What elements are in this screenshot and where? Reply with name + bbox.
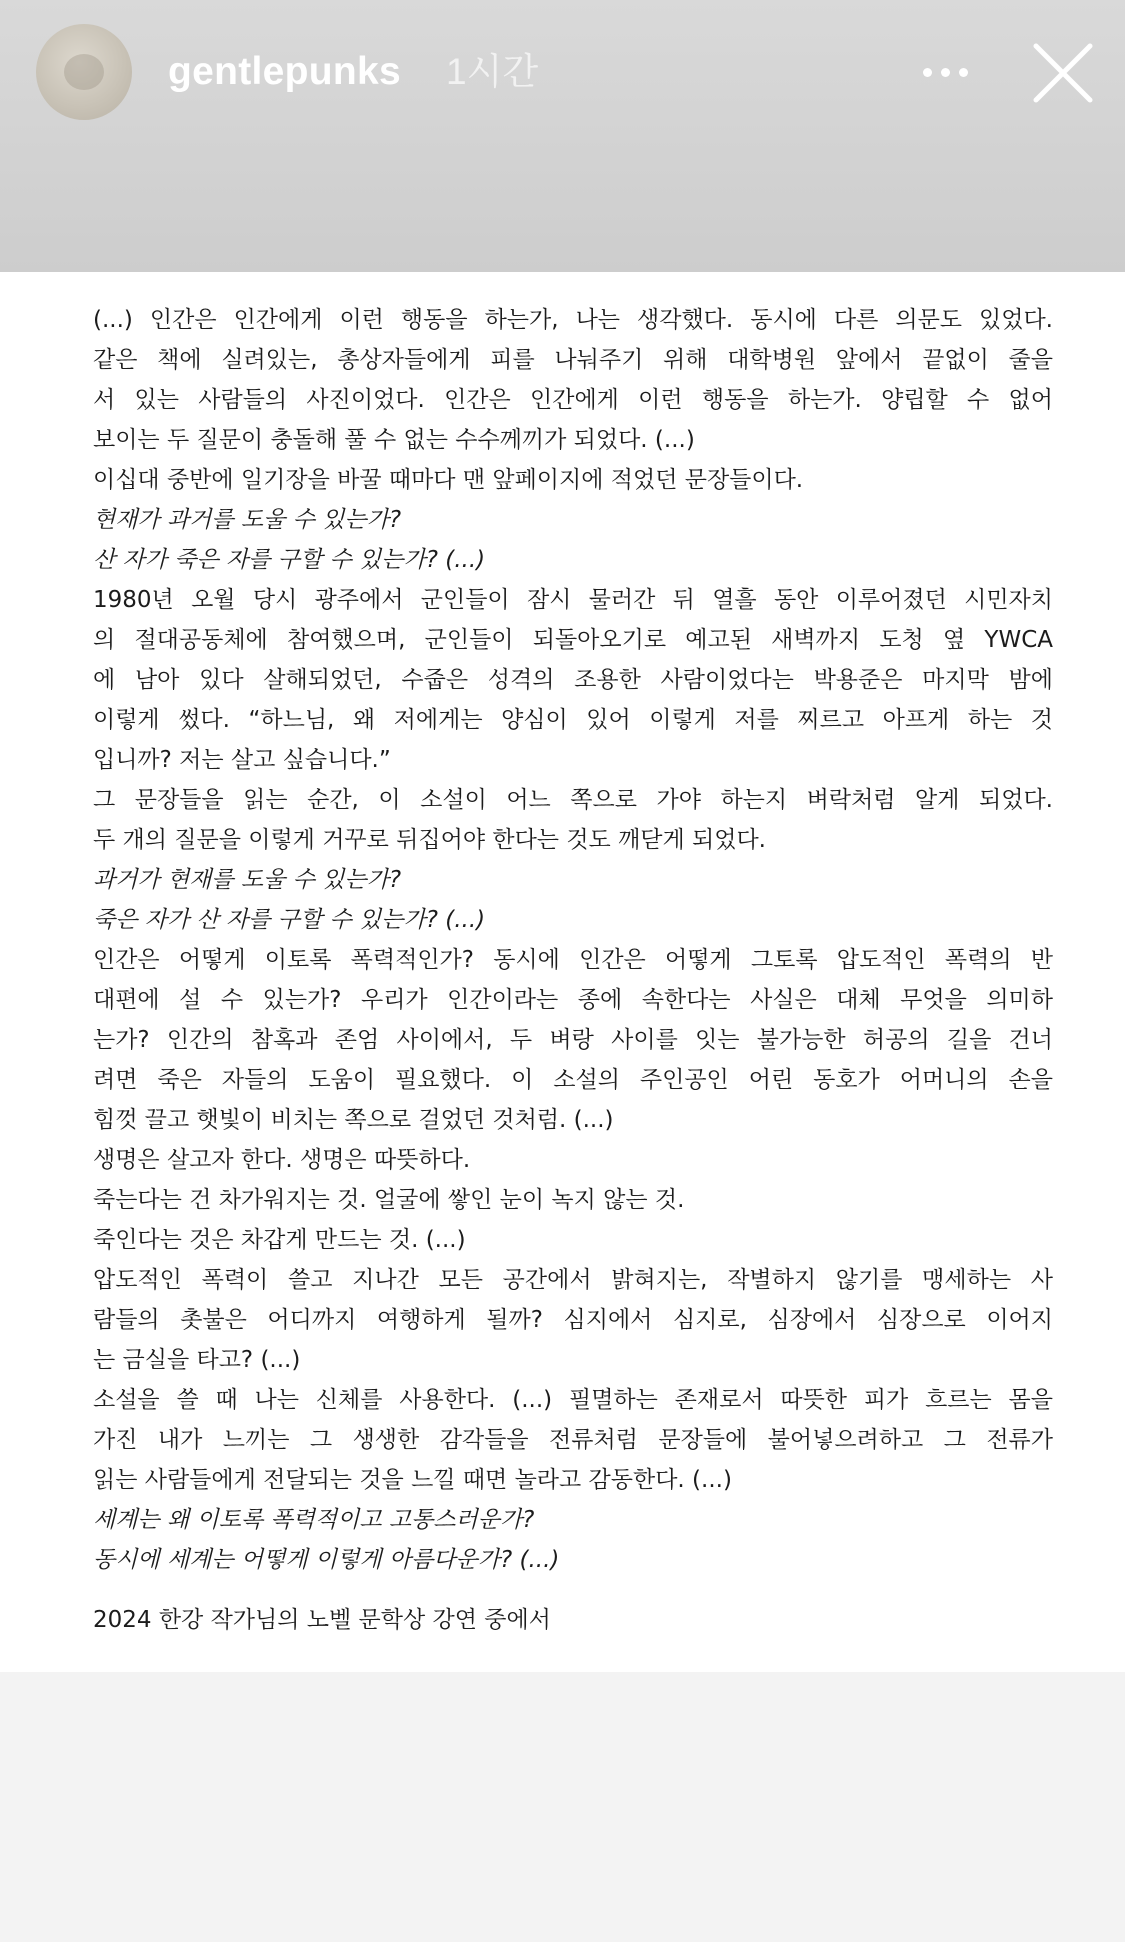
text-line: 두 개의 질문을 이렇게 거꾸로 뒤집어야 한다는 것도 깨닫게 되었다.: [93, 827, 766, 853]
text-line: 현재가 과거를 도울 수 있는가?: [93, 507, 402, 533]
text-line: 생명은 살고자 한다. 생명은 따뜻하다.: [93, 1147, 471, 1173]
quoted-text-image: [0, 272, 1125, 1672]
profile-avatar[interactable]: [36, 24, 132, 120]
text-line: 소설을 쓸 때 나는 신체를 사용한다. (...) 필멸하는 존재로서 따뜻한 피가 흐르는 몸을: [93, 1387, 1053, 1413]
text-line: 죽는다는 건 차가워지는 것. 얼굴에 쌓인 눈이 녹지 않는 것.: [93, 1187, 685, 1213]
text-line: 압도적인 폭력이 쓸고 지나간 모든 공간에서 밝혀지는, 작별하지 않기를 맹세하는 사: [93, 1267, 1053, 1293]
text-line: 는 금실을 타고? (...): [93, 1347, 301, 1373]
close-icon[interactable]: [1030, 40, 1096, 106]
text-line: 죽은 자가 산 자를 구할 수 있는가? (...): [93, 907, 486, 933]
text-line: 산 자가 죽은 자를 구할 수 있는가? (...): [93, 547, 486, 573]
text-line: (...) 인간은 인간에게 이런 행동을 하는가, 나는 생각했다. 동시에 다른 의문도 있었다.: [93, 307, 1053, 333]
post-time: 1시간: [446, 51, 539, 92]
quote-credit: 2024 한강 작가님의 노벨 문학상 강연 중에서: [93, 1607, 551, 1633]
quote-body: [93, 300, 1053, 1580]
text-line: 가진 내가 느끼는 그 생생한 감각들을 전류처럼 문장들에 불어넣으려하고 그 전류가: [93, 1427, 1053, 1453]
text-line: 에 남아 있다 살해되었던, 수줍은 성격의 조용한 사람이었다는 박용준은 마지막 밤에: [93, 667, 1053, 693]
text-line: 람들의 촛불은 어디까지 여행하게 될까? 심지에서 심지로, 심장에서 심장으로 이어지: [93, 1307, 1053, 1333]
text-line: 이렇게 썼다. “하느님, 왜 저에게는 양심이 있어 이렇게 저를 찌르고 아프게 하는 것: [93, 707, 1053, 733]
text-line: 는가? 인간의 참혹과 존엄 사이에서, 두 벼랑 사이를 잇는 불가능한 허공의 길을 건너: [93, 1027, 1053, 1053]
text-line: 과거가 현재를 도울 수 있는가?: [93, 867, 402, 893]
text-line: 세계는 왜 이토록 폭력적이고 고통스러운가?: [93, 1507, 535, 1533]
text-line: 1980년 오월 당시 광주에서 군인들이 잠시 물러간 뒤 열흘 동안 이루어졌던 시민자치: [93, 587, 1053, 613]
text-line: 대편에 설 수 있는가? 우리가 인간이라는 종에 속한다는 사실은 대체 무엇을 의미하: [93, 987, 1053, 1013]
username[interactable]: gentlepunks: [168, 50, 401, 93]
more-dots-icon[interactable]: [910, 50, 980, 94]
text-line: 의 절대공동체에 참여했으며, 군인들이 되돌아오기로 예고된 새벽까지 도청 옆 YWCA: [93, 627, 1053, 653]
text-line: 보이는 두 질문이 충돌해 풀 수 없는 수수께끼가 되었다. (...): [93, 427, 695, 453]
text-line: 입니까? 저는 살고 싶습니다.”: [93, 747, 391, 773]
text-line: 서 있는 사람들의 사진이었다. 인간은 인간에게 이런 행동을 하는가. 양립할 수 없어: [93, 387, 1053, 413]
story-header: [0, 0, 1125, 272]
text-line: 읽는 사람들에게 전달되는 것을 느낄 때면 놀라고 감동한다. (...): [93, 1467, 732, 1493]
text-line: 같은 책에 실려있는, 총상자들에게 피를 나눠주기 위해 대학병원 앞에서 끝없이 줄을: [93, 347, 1053, 373]
text-line: 려면 죽은 자들의 도움이 필요했다. 이 소설의 주인공인 어린 동호가 어머니의 손을: [93, 1067, 1053, 1093]
text-line: 동시에 세계는 어떻게 이렇게 아름다운가? (...): [93, 1547, 560, 1573]
text-line: 그 문장들을 읽는 순간, 이 소설이 어느 쪽으로 가야 하는지 벼락처럼 알게 되었다.: [93, 787, 1053, 813]
text-line: 힘껏 끌고 햇빛이 비치는 쪽으로 걸었던 것처럼. (...): [93, 1107, 614, 1133]
text-line: 이십대 중반에 일기장을 바꿀 때마다 맨 앞페이지에 적었던 문장들이다.: [93, 467, 804, 493]
text-line: 죽인다는 것은 차갑게 만드는 것. (...): [93, 1227, 466, 1253]
text-line: 인간은 어떻게 이토록 폭력적인가? 동시에 인간은 어떻게 그토록 압도적인 폭력의 반: [93, 947, 1053, 973]
